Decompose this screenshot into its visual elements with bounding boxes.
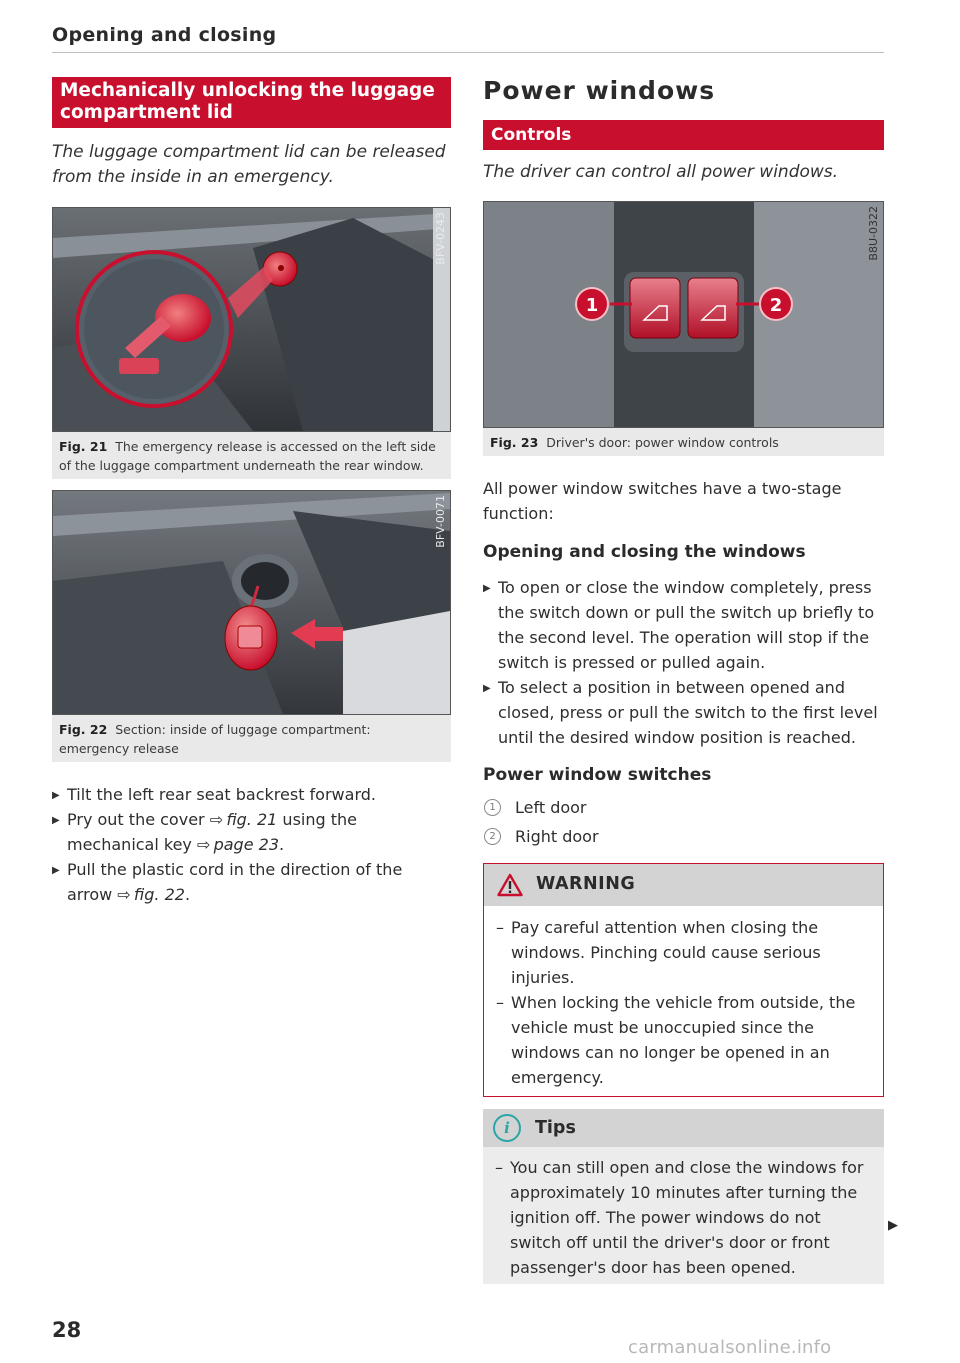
bullet-arrow-icon: ▶: [483, 583, 491, 594]
bullet-1-text: To open or close the window completely, press the switch down or pull the switch up briefly to the second level. The operation will stop if the switch is pressed or pulled again.: [498, 578, 875, 672]
bullet-arrow-icon: ▶: [52, 815, 60, 826]
list-item: [483, 675, 884, 750]
left-column: [52, 77, 451, 907]
step-2-mid: using the mechanical key: [67, 810, 357, 854]
warning-body: [484, 906, 883, 1096]
figure-21-caption-text: The emergency release is accessed on the left side of the luggage compartment underneath the rear window.: [59, 439, 436, 473]
subheading-controls: Controls: [483, 120, 884, 150]
bullet-arrow-icon: ▶: [52, 790, 60, 801]
warning-item-2: When locking the vehicle from outside, the vehicle must be unoccupied since the windows can no longer be opened in an emergency.: [511, 993, 856, 1087]
figure-23: [483, 201, 884, 456]
callout-2: 2: [769, 295, 783, 316]
switch-legend: [483, 795, 884, 853]
figure-22-image: [52, 490, 451, 715]
warning-item: – When locking the vehicle from outside, the vehicle must be unoccupied since the windows can no longer be opened in an emergency.: [496, 993, 856, 1087]
figure-22-caption: [52, 715, 451, 762]
bullet-arrow-icon: ▶: [483, 683, 491, 694]
legend-item: [483, 824, 884, 853]
legend-item: [483, 795, 884, 824]
tips-header: [483, 1109, 884, 1147]
legend-label: Left door: [515, 798, 587, 817]
figure-21: [52, 207, 451, 479]
figure-22-label: Fig. 22: [59, 722, 108, 737]
bullet-arrow-icon: ▶: [52, 865, 60, 876]
right-column: [483, 72, 884, 1284]
step-item: [52, 782, 451, 807]
step-item: [52, 807, 451, 857]
step-3-post: .: [184, 885, 191, 904]
page-number: 28: [52, 1318, 82, 1342]
section-intro: The luggage compartment lid can be released from the inside in an emergency.: [52, 142, 446, 187]
two-stage-text: All power window switches have a two-stage function:: [483, 479, 842, 523]
step-item: [52, 857, 451, 907]
continue-arrow-icon: ▶: [888, 1218, 898, 1233]
warning-header: [484, 864, 883, 906]
figure-21-label: Fig. 21: [59, 439, 108, 454]
page-23-link[interactable]: page 23: [213, 835, 279, 854]
figure-21-code: BFV-0243: [434, 212, 447, 265]
warning-box: [483, 863, 884, 1097]
steps-list: [52, 782, 451, 907]
bullet-2-text: To select a position in between opened and closed, press or pull the switch to the first level until the desired window position is reached.: [498, 678, 878, 747]
number-circle-icon: 2: [484, 828, 501, 845]
tips-item-1: You can still open and close the windows for approximately 10 minutes after turning the ignition off. The power windows do not switch off until the driver's door or front passenger's door has been opened.: [510, 1158, 864, 1277]
step-3-pre: Pull the plastic cord in the direction of the arrow: [67, 860, 403, 904]
fig-21-link[interactable]: fig. 21: [226, 810, 278, 829]
window-bullets: [483, 575, 884, 750]
warning-title: WARNING: [536, 874, 636, 894]
tips-item: – You can still open and close the windows for approximately 10 minutes after turning the ignition off. The power windows do not switch off until the driver's door or front passenger's door has been opened.: [495, 1158, 864, 1277]
figure-22: [52, 490, 451, 762]
page-title: Power windows: [483, 76, 716, 105]
ref-arrow-icon: ⇨: [209, 810, 224, 829]
subheading-switches: Power window switches: [483, 765, 712, 785]
ref-arrow-icon: ⇨: [117, 885, 131, 904]
figure-23-label: Fig. 23: [490, 435, 539, 450]
tips-box: [483, 1109, 884, 1284]
watermark: carmanualsonline.info: [628, 1337, 832, 1358]
figure-22-code: BFV-0071: [434, 495, 447, 548]
figure-23-code: B8U-0322: [867, 206, 880, 261]
step-2-post: .: [279, 835, 285, 854]
figure-23-image: [483, 201, 884, 428]
controls-intro: The driver can control all power windows.: [483, 162, 839, 182]
step-1-text: Tilt the left rear seat backrest forward.: [67, 785, 376, 804]
warning-item-1: Pay careful attention when closing the windows. Pinching could cause serious injuries.: [511, 918, 821, 987]
figure-21-image: [52, 207, 451, 432]
figure-23-caption-text: Driver's door: power window controls: [546, 435, 779, 450]
tips-body: [483, 1147, 884, 1284]
fig-22-link[interactable]: fig. 22: [133, 885, 185, 904]
subheading-opening-closing: Opening and closing the windows: [483, 542, 806, 562]
tips-title: Tips: [535, 1118, 576, 1138]
figure-23-caption: [483, 428, 884, 456]
header-divider: [52, 52, 884, 53]
section-header: Opening and closing: [52, 24, 277, 46]
callout-1: 1: [585, 295, 599, 316]
figure-22-caption-text: Section: inside of luggage compartment: emergency release: [59, 722, 371, 756]
warning-triangle-icon: [497, 873, 523, 897]
info-icon: i: [493, 1114, 521, 1142]
number-circle-icon: 1: [484, 799, 501, 816]
figure-21-caption: [52, 432, 451, 479]
warning-item: – Pay careful attention when closing the windows. Pinching could cause serious injuries.: [496, 918, 821, 987]
ref-arrow-icon: ⇨: [196, 835, 211, 854]
list-item: [483, 575, 884, 675]
step-2-pre: Pry out the cover: [67, 810, 210, 829]
legend-label: Right door: [515, 827, 599, 846]
section-heading-luggage: Mechanically unlocking the luggage compartment lid: [52, 77, 451, 128]
